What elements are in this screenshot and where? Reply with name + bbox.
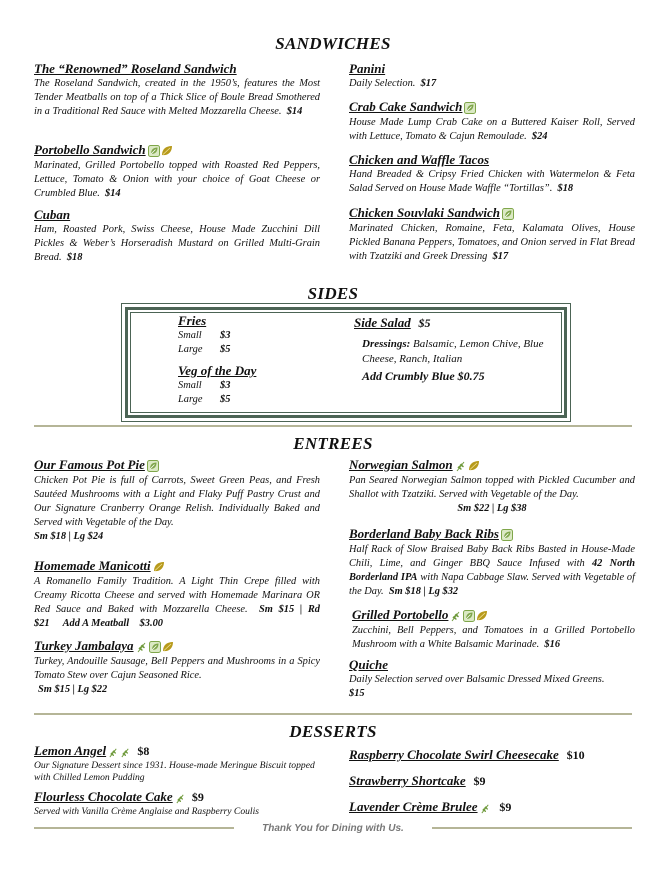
item-name: Fries	[178, 313, 207, 328]
item-desc-text: Marinated, Grilled Portobello topped with Roasted Red Peppers, Lettuce, Tomato & Onion with your choice of Goat Cheese or Crumbled Blue.	[34, 160, 320, 199]
item-price: Sm $22 | Lg $38	[457, 503, 527, 514]
item-name: Turkey Jambalaya	[34, 638, 134, 653]
item-description	[349, 222, 635, 264]
item-price: $9	[191, 790, 204, 804]
menu-item	[349, 457, 635, 516]
item-description	[34, 223, 320, 265]
item-icons	[455, 460, 481, 474]
item-price: $18	[557, 183, 574, 194]
sides-box	[125, 307, 567, 418]
item-desc-text: A Romanello Family Tradition. A Light Thin Crepe filled with Creamy Ricotta Cheese and served with Homemade Marinara OR Red Sauce and Baked with Mozzarella Cheese.	[34, 576, 320, 615]
section-title-desserts: DESSERTS	[289, 722, 377, 741]
item-price: $17	[492, 251, 509, 262]
menu-item	[349, 747, 639, 764]
salad-addon: Add Crumbly Blue $0.75	[362, 369, 485, 383]
item-name: Portobello Sandwich	[34, 142, 146, 157]
item-description: Served with Vanilla Crème Anglaise and Raspberry Coulis	[34, 806, 259, 817]
menu-item	[349, 773, 639, 790]
menu-item	[34, 142, 320, 201]
item-name: Our Famous Pot Pie	[34, 457, 145, 472]
leaf-icon	[502, 208, 514, 220]
item-description	[349, 543, 635, 599]
side-salad	[354, 315, 554, 383]
item-price: $17	[420, 78, 437, 89]
side-veg	[178, 363, 298, 407]
item-icons	[175, 792, 187, 806]
leaf-icon	[149, 641, 161, 653]
small-price: $3	[220, 330, 231, 341]
item-name: Homemade Manicotti	[34, 558, 151, 573]
item-name: Norwegian Salmon	[349, 457, 453, 472]
addon-price: $3.00	[139, 618, 163, 629]
item-price: $9	[473, 774, 486, 788]
item-description	[34, 575, 320, 631]
section-title-sandwiches: SANDWICHES	[275, 34, 391, 53]
menu-item	[349, 99, 635, 144]
sprig-icon	[136, 641, 148, 653]
item-name: Strawberry Shortcake	[349, 773, 466, 788]
leaf-icon	[464, 102, 476, 114]
dressings-list	[362, 337, 554, 367]
sprig-icon	[450, 610, 462, 622]
leaf-icon	[463, 610, 475, 622]
menu-item	[349, 657, 635, 701]
menu-item	[349, 152, 635, 196]
menu-item	[349, 799, 639, 816]
gluten-free-icon	[476, 610, 488, 622]
section-title-entrees: ENTREES	[293, 434, 373, 453]
item-name: Raspberry Chocolate Swirl Cheesecake	[349, 747, 559, 762]
item-name: Cuban	[34, 207, 71, 222]
item-price: Sm $18 | Lg $32	[388, 586, 459, 597]
menu-item	[34, 207, 320, 265]
menu-item	[349, 205, 635, 264]
item-desc-text: Half Rack of Slow Braised Baby Back Ribs Basted in House-Made Chili, Lime, and Ginger BBQ Sauce Infused with	[349, 544, 635, 569]
item-icons	[136, 641, 175, 655]
item-price: $5	[418, 316, 431, 330]
item-price: $24	[531, 131, 548, 142]
dressings-label: Dressings:	[362, 338, 411, 350]
item-desc-text: Marinated Chicken, Romaine, Feta, Kalamata Olives, House Pickled Banana Peppers, Tomatoes, and Onion served in Flat Bread with Tzatziki and Greek Dressing	[349, 223, 635, 262]
item-description	[349, 77, 635, 91]
item-name: Chicken and Waffle Tacos	[349, 152, 490, 167]
menu-item	[34, 457, 320, 544]
item-icons	[153, 561, 166, 575]
leaf-icon	[501, 529, 513, 541]
item-name: Borderland Baby Back Ribs	[349, 526, 499, 541]
item-icons	[502, 208, 515, 222]
item-desc-text: Zucchini, Bell Peppers, and Tomatoes in a Grilled Portobello Mushroom with a White Balsamic Marinade.	[352, 625, 635, 650]
item-name: Side Salad	[354, 315, 411, 330]
item-price: $16	[544, 639, 561, 650]
item-name: Panini	[349, 61, 386, 76]
item-description: Daily Selection served over Balsamic Dressed Mixed Greens.	[349, 674, 605, 685]
item-name: Grilled Portobello	[352, 607, 449, 622]
small-label: Small	[178, 380, 202, 391]
gluten-free-icon	[153, 561, 165, 573]
section-title-sides: SIDES	[307, 284, 359, 303]
item-icons	[480, 802, 492, 816]
gluten-free-icon	[161, 145, 173, 157]
item-icons	[147, 460, 160, 474]
gluten-free-icon	[162, 641, 174, 653]
item-description: Our Signature Dessert since 1931. House-made Meringue Biscuit topped with Chilled Lemon Pudding	[34, 760, 315, 783]
menu-item	[352, 607, 635, 652]
small-label: Small	[178, 330, 202, 341]
sprig-icon	[480, 803, 491, 814]
item-name: The “Renowned” Roseland Sandwich	[34, 61, 237, 76]
item-name: Flourless Chocolate Cake	[34, 789, 173, 804]
item-desc-text: Daily Selection.	[349, 78, 416, 89]
item-price: $14	[105, 188, 121, 199]
sprig-icon	[120, 747, 131, 758]
dressings-text: Balsamic, Lemon Chive, Blue Cheese, Ranch, Italian	[362, 338, 544, 365]
menu-item	[349, 526, 635, 599]
menu-item	[34, 789, 324, 818]
menu-item	[34, 638, 320, 697]
item-icons	[464, 102, 477, 116]
item-price: $10	[566, 748, 585, 762]
large-price: $5	[220, 394, 231, 405]
item-icons	[148, 145, 174, 159]
item-price: Sm $18 | Lg $24	[34, 531, 104, 542]
item-price: Sm $15 | Lg $22	[38, 684, 108, 695]
item-desc-text: The Roseland Sandwich, created in the 1950’s, features the Most Tender Meatballs on top of a Thick Slice of Boule Bread Smothered in a Traditional Red Sauce with Melted Mozzarella Cheese.	[34, 78, 320, 117]
menu-item	[349, 61, 635, 91]
item-description	[34, 77, 320, 119]
item-icons	[108, 746, 132, 760]
item-price: $18	[66, 252, 83, 263]
item-price: Sm $15 | Rd $21	[34, 604, 320, 629]
item-description	[34, 159, 320, 201]
item-desc-text: Hand Breaded & Cripsy Fried Chicken with Watermelon & Feta Salad Served on House Made Waffle “Tortillas”.	[349, 169, 635, 194]
item-description	[352, 624, 635, 652]
item-description	[349, 116, 635, 144]
menu-item	[34, 61, 320, 119]
side-fries	[178, 313, 298, 357]
item-price: $15	[349, 688, 365, 699]
leaf-icon	[147, 460, 159, 472]
sprig-icon	[175, 793, 186, 804]
menu-item	[34, 743, 324, 784]
large-label: Large	[178, 344, 203, 355]
sprig-icon	[108, 747, 119, 758]
item-name: Crab Cake Sandwich	[349, 99, 463, 114]
item-name: Lemon Angel	[34, 743, 107, 758]
item-desc-text: House Made Lump Crab Cake on a Buttered Kaiser Roll, Served with Lettuce, Tomato & Cajun Remoulade.	[349, 117, 635, 142]
large-label: Large	[178, 394, 203, 405]
item-description: Turkey, Andouille Sausage, Bell Peppers and Mushrooms in a Spicy Tomato Stew over Cajun Seasoned Rice.	[34, 656, 320, 681]
item-name: Quiche	[349, 657, 388, 672]
footer-thanks: Thank You for Dining with Us.	[262, 823, 404, 834]
divider	[34, 425, 632, 427]
item-desc-text: Ham, Roasted Pork, Swiss Cheese, House Made Zucchini Dill Pickles & Weber’s Horseradish Mustard on Grilled Multi-Grain Bread.	[34, 224, 320, 263]
item-price: $9	[499, 800, 512, 814]
leaf-icon	[148, 145, 160, 157]
item-desc-text: with Napa Cabbage Slaw. Served with Vegetable of the Day.	[349, 572, 636, 597]
item-name: Veg of the Day	[178, 363, 257, 378]
beer-name: 42 North Borderland IPA	[349, 558, 635, 583]
item-price: $8	[137, 744, 150, 758]
divider	[34, 713, 632, 715]
large-price: $5	[220, 344, 231, 355]
sprig-icon	[455, 460, 467, 472]
menu-item	[34, 558, 320, 631]
item-name: Chicken Souvlaki Sandwich	[349, 205, 500, 220]
item-description: Chicken Pot Pie is full of Carrots, Sweet Green Peas, and Fresh Sautéed Mushrooms with a Light and Flaky Puff Pastry Crust and Our Signature Cranberry Orange Relish. Individually Baked and Served with Vegetable of the Day.	[34, 475, 320, 528]
item-icons	[450, 610, 489, 624]
small-price: $3	[220, 380, 231, 391]
gluten-free-icon	[468, 460, 480, 472]
item-description	[349, 168, 635, 196]
item-description: Pan Seared Norwegian Salmon topped with Pickled Cucumber and Shallot with Tzatziki. Served with Vegetable of the Day.	[349, 475, 635, 500]
item-price: $14	[286, 106, 303, 117]
item-name: Lavender Crème Brulee	[349, 799, 478, 814]
addon-label: Add A Meatball	[62, 618, 130, 629]
item-icons	[501, 529, 514, 543]
